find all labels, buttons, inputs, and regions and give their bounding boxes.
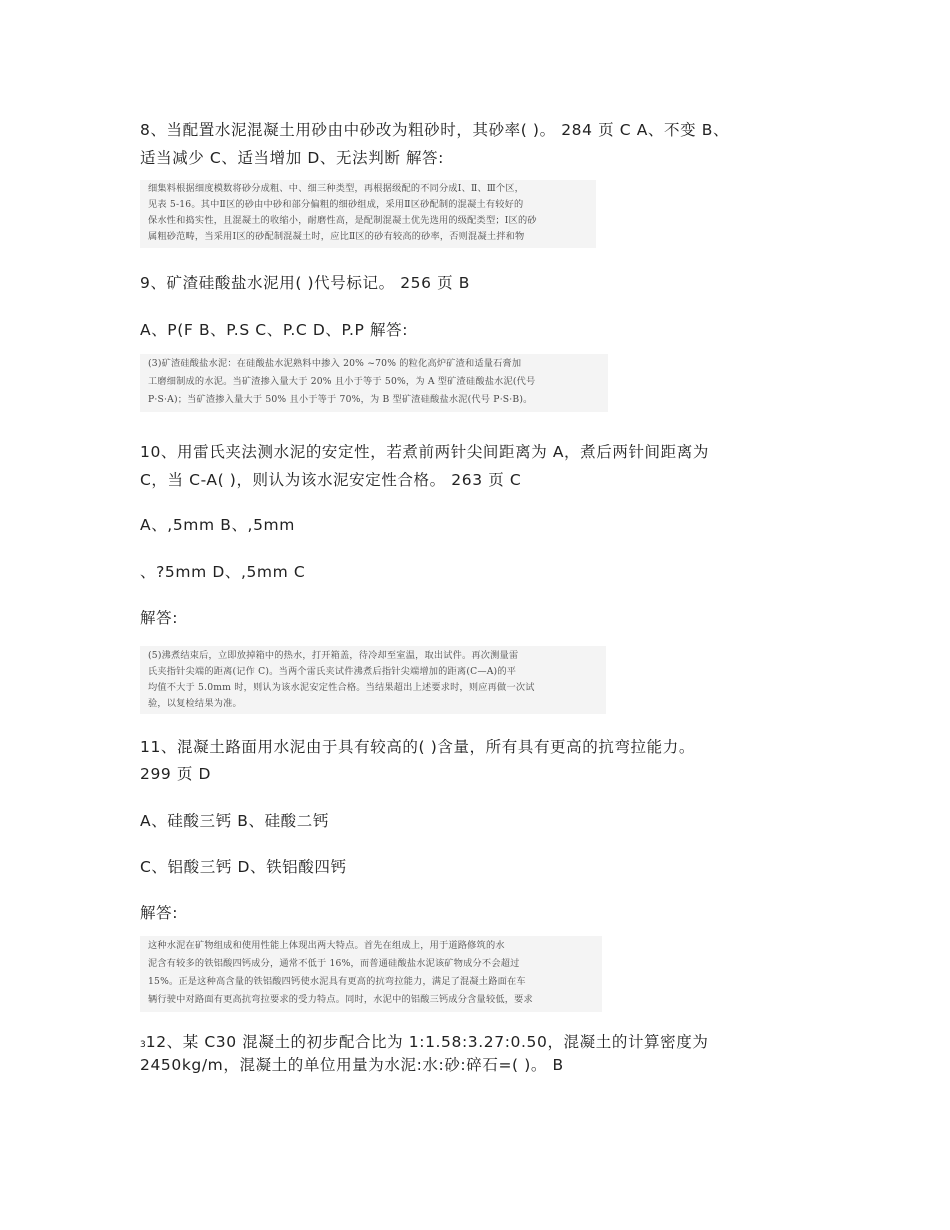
scan-excerpt-line: 15%。正是这种高含量的铁铝酸四钙使水泥具有更高的抗弯拉能力，满足了混凝土路面在车 bbox=[148, 976, 526, 987]
scan-excerpt-line: 见表 5-16。其中Ⅱ区的砂由中砂和部分偏粗的细砂组成，采用Ⅱ区砂配制的混凝土有较好的 bbox=[148, 199, 524, 210]
scan-excerpt-line: 均值不大于 5.0mm 时，则认为该水泥安定性合格。当结果超出上述要求时，则应再做一次试 bbox=[148, 682, 535, 693]
q8-line-2: 适当减少 C、适当增加 D、无法判断 解答: bbox=[140, 149, 444, 167]
q11-line-4: C、铝酸三钙 D、铁铝酸四钙 bbox=[140, 858, 347, 876]
q10-line-5: 解答: bbox=[140, 609, 179, 627]
scan-excerpt-line: 这种水泥在矿物组成和使用性能上体现出两大特点。首先在组成上，用于道路修筑的水 bbox=[148, 940, 505, 951]
q9-line-2: A、P(F B、P.S C、P.C D、P.P 解答: bbox=[140, 321, 409, 339]
scan-excerpt-road-cement bbox=[140, 936, 602, 1012]
q10-line-2: C，当 C-A( )，则认为该水泥安定性合格。 263 页 C bbox=[140, 471, 522, 489]
scan-excerpt-line: 辆行驶中对路面有更高抗弯拉要求的受力特点。同时，水泥中的铝酸三钙成分含量较低，要求 bbox=[148, 994, 533, 1005]
q8-line-1: 8、当配置水泥混凝土用砂由中砂改为粗砂时，其砂率( )。 284 页 C A、不变 B、 bbox=[140, 121, 730, 139]
scan-excerpt-line: P·S·A)；当矿渣掺入量大于 50% 且小于等于 70%，为 B 型矿渣硅酸盐水泥(代号 P·S·B)。 bbox=[148, 394, 533, 405]
scan-excerpt-line: 氏夹指针尖端的距离(记作 C)。当两个雷氏夹试件沸煮后指针尖端增加的距离(C—A)的平 bbox=[148, 666, 517, 677]
q12-line-1 bbox=[140, 1032, 708, 1055]
scan-excerpt-line: 属粗砂范畴，当采用Ⅰ区的砂配制混凝土时，应比Ⅱ区的砂有较高的砂率，否则混凝土拌和物 bbox=[148, 231, 525, 242]
scan-excerpt-line: 工磨细制成的水泥。当矿渣掺入量大于 20% 且小于等于 50%，为 A 型矿渣硅酸盐水泥(代号 bbox=[148, 376, 536, 387]
q10-line-4: 、?5mm D、,5mm C bbox=[140, 563, 306, 581]
q12-line-2: 2450kg/m，混凝土的单位用量为水泥:水:砂:碎石=( )。 B bbox=[140, 1056, 564, 1074]
q11-line-1: 11、混凝土路面用水泥由于具有较高的( )含量，所有具有更高的抗弯拉能力。 bbox=[140, 738, 695, 756]
scan-excerpt-line: (5)沸煮结束后，立即放掉箱中的热水，打开箱盖，待冷却至室温，取出试件。再次测量雷 bbox=[148, 650, 519, 661]
scan-excerpt-sand-grading bbox=[140, 180, 596, 248]
q9-line-1: 9、矿渣硅酸盐水泥用( )代号标记。 256 页 B bbox=[140, 274, 470, 292]
q11-line-2: 299 页 D bbox=[140, 765, 212, 783]
q11-line-5: 解答: bbox=[140, 904, 179, 922]
scan-excerpt-line: (3)矿渣硅酸盐水泥：在硅酸盐水泥熟料中掺入 20% ~70% 的粒化高炉矿渣和适量石膏加 bbox=[148, 358, 522, 369]
scan-excerpt-soundness-test bbox=[140, 646, 606, 714]
superscript-marker: 3 bbox=[140, 1040, 146, 1050]
scan-excerpt-line: 泥含有较多的铁铝酸四钙成分，通常不低于 16%，而普通硅酸盐水泥该矿物成分不会超过 bbox=[148, 958, 520, 969]
scan-excerpt-line: 细集料根据细度模数将砂分成粗、中、细三种类型，再根据级配的不同分成Ⅰ、Ⅱ、Ⅲ个区， bbox=[148, 183, 525, 194]
q10-line-1: 10、用雷氏夹法测水泥的安定性，若煮前两针尖间距离为 A，煮后两针间距离为 bbox=[140, 443, 709, 461]
scan-excerpt-line: 验，以复检结果为准。 bbox=[148, 698, 242, 709]
q12-line-1-text: 12、某 C30 混凝土的初步配合比为 1:1.58:3.27:0.50，混凝土的计算密度为 bbox=[145, 1033, 709, 1051]
q10-line-3: A、,5mm B、,5mm bbox=[140, 516, 295, 534]
q11-line-3: A、硅酸三钙 B、硅酸二钙 bbox=[140, 812, 329, 830]
scan-excerpt-slag-cement bbox=[140, 354, 608, 412]
scan-excerpt-line: 保水性和捣实性，且混凝土的收缩小，耐磨性高，是配制混凝土优先选用的级配类型；Ⅰ区的砂 bbox=[148, 215, 537, 226]
